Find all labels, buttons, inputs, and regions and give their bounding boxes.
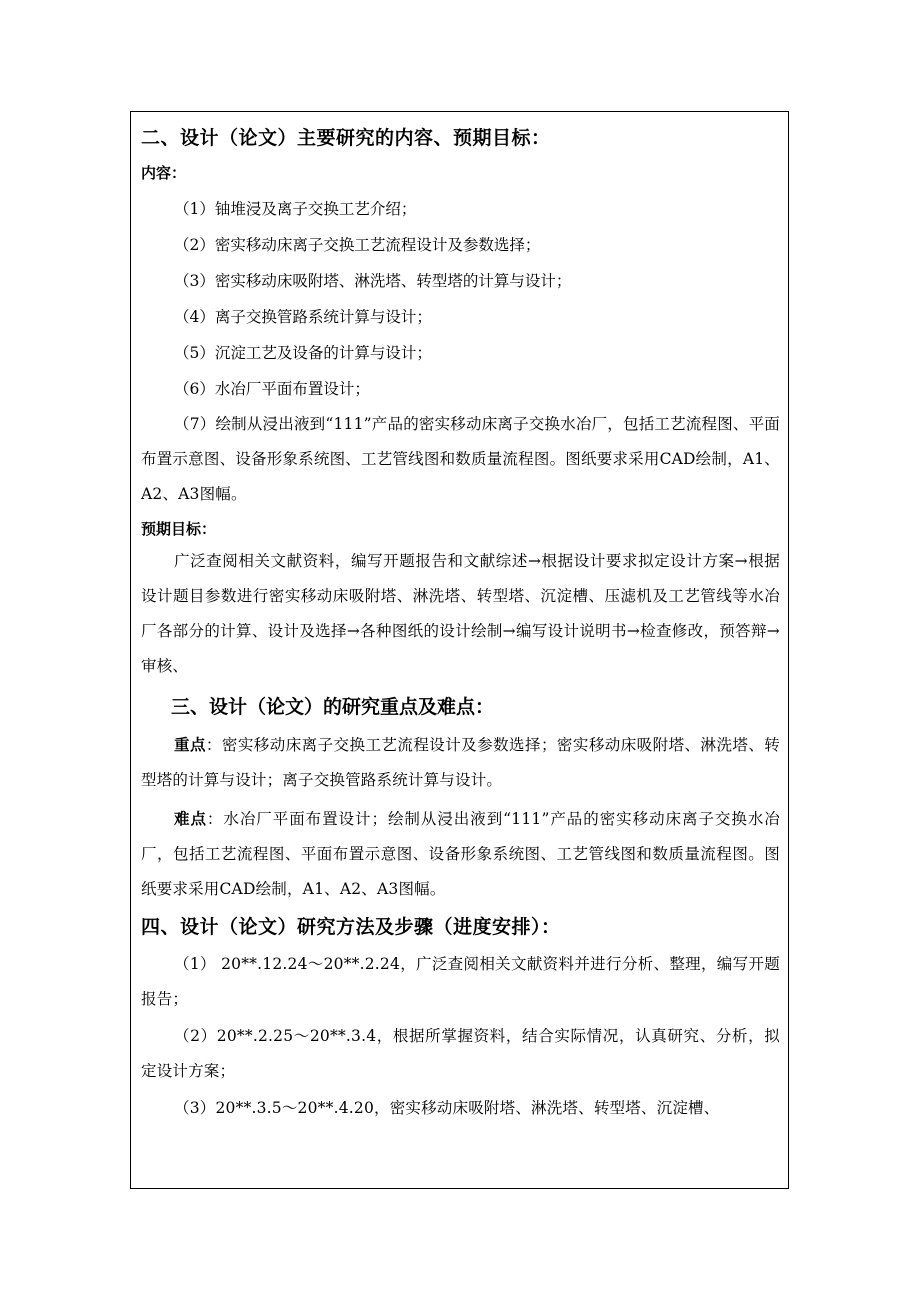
difficulties-paragraph [141,802,780,907]
step-2: （2）20**.2.25～20**.3.4，根据所掌握资料，结合实际情况，认真研究、分析，拟定设计方案； [141,1027,780,1080]
content-item-4: （4）离子交换管路系统计算与设计； [174,308,432,326]
key-points-text: ：密实移动床离子交换工艺流程设计及参数选择；密实移动床吸附塔、淋洗塔、转型塔的计算与设计；离子交换管路系统计算与设计。 [141,736,781,789]
section-3-heading: 三、设计（论文）的研究重点及难点： [171,696,495,718]
goal-paragraph: 广泛查阅相关文献资料，编写开题报告和文献综述→根据设计要求拟定设计方案→根据设计题目参数进行密实移动床吸附塔、淋洗塔、转型塔、沉淀槽、压滤机及工艺管线等水冶厂各部分的计算、设计及选择→各种图纸的设计绘制→编写设计说明书→检查修改，预答辩→审核、 [141,552,780,675]
step-1: （1） 20**.12.24～20**.2.24，广泛查阅相关文献资料并进行分析、整理，编写开题报告； [141,955,780,1008]
content-item-1: （1）铀堆浸及离子交换工艺介绍； [174,200,417,218]
key-points-label: 重点 [174,736,206,754]
content-item-7: （7）绘制从浸出液到“111”产品的密实移动床离子交换水冶厂，包括工艺流程图、平面布置示意图、设备形象系统图、工艺管线图和数质量流程图。图纸要求采用CAD绘制，A1、A2、A3图幅。 [141,415,780,503]
difficulties-text: ：水冶厂平面布置设计；绘制从浸出液到“111”产品的密实移动床离子交换水冶厂，包括工艺流程图、平面布置示意图、设备形象系统图、工艺管线图和数质量流程图。图纸要求采用CAD绘制，A1、A2、A3图幅。 [141,810,780,898]
content-item-2: （2）密实移动床离子交换工艺流程设计及参数选择； [174,236,541,254]
cell-content [141,124,780,1126]
step-3: （3）20**.3.5～20**.4.20，密实移动床吸附塔、淋洗塔、转型塔、沉淀槽、 [174,1099,720,1117]
section-2-heading: 二、设计（论文）主要研究的内容、预期目标： [141,127,551,149]
difficulties-label: 难点 [174,810,207,828]
content-item-5: （5）沉淀工艺及设备的计算与设计； [174,344,432,362]
goal-label: 预期目标： [141,520,217,538]
key-points-paragraph [141,728,780,798]
section-4-heading: 四、设计（论文）研究方法及步骤（进度安排）： [141,916,561,938]
content-label: 内容： [141,164,187,182]
content-item-3: （3）密实移动床吸附塔、淋洗塔、转型塔的计算与设计； [174,272,572,290]
content-item-6: （6）水冶厂平面布置设计； [174,380,370,398]
proposal-table-cell [130,111,789,1189]
